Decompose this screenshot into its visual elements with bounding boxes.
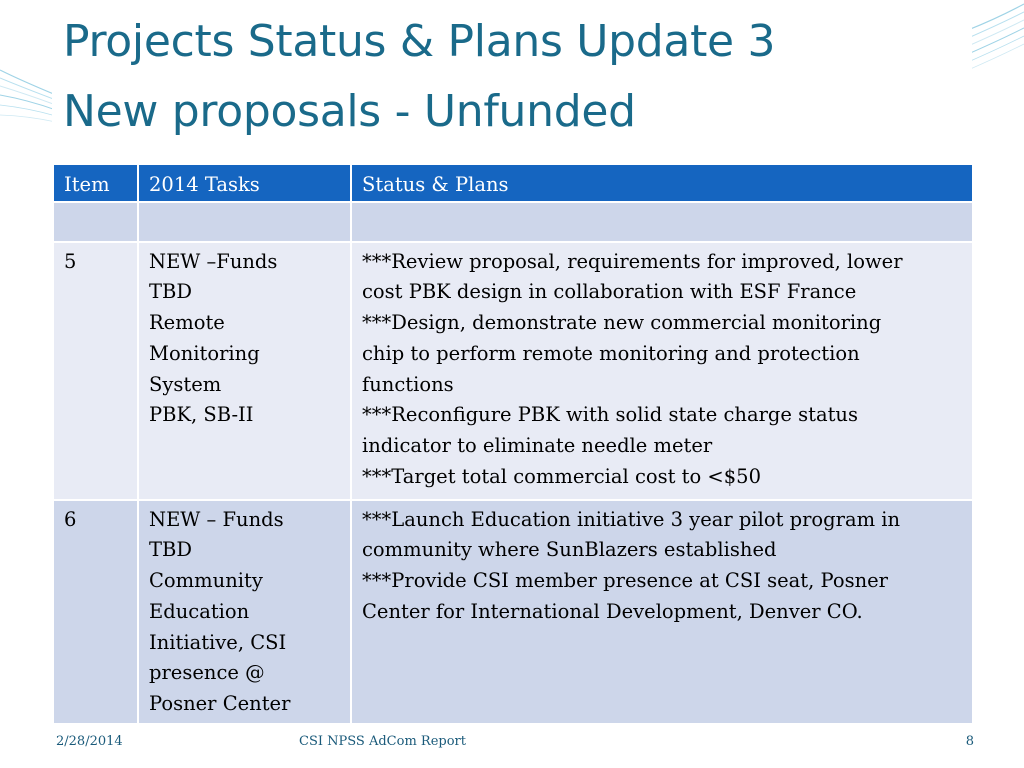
- task-line: PBK, SB-II: [149, 403, 254, 427]
- status-line: Center for International Development, Denver CO.: [362, 599, 863, 623]
- status-line: ***Target total commercial cost to <$50: [362, 464, 761, 488]
- task-line: Initiative, CSI: [149, 630, 287, 654]
- table-row: [53, 202, 973, 242]
- column-header-tasks: 2014 Tasks: [138, 164, 351, 202]
- slide-title-line-2: New proposals - Unfunded: [63, 86, 636, 137]
- decorative-swoosh-right: [968, 0, 1024, 150]
- status-line: ***Review proposal, requirements for improved, lower: [362, 249, 903, 273]
- status-line: ***Launch Education initiative 3 year pilot program in: [362, 507, 901, 531]
- status-cell: [351, 202, 973, 242]
- table-header-row: [53, 164, 973, 202]
- task-line: Education: [149, 599, 250, 623]
- task-line: NEW – Funds: [149, 507, 284, 531]
- column-header-item: Item: [53, 164, 138, 202]
- column-header-status: Status & Plans: [351, 164, 973, 202]
- footer-page-number: 8: [965, 734, 974, 749]
- slide-title-line-1: Projects Status & Plans Update 3: [63, 16, 776, 67]
- task-line: TBD: [149, 280, 192, 304]
- item-cell: [53, 202, 138, 242]
- task-line: NEW –Funds: [149, 249, 278, 273]
- task-line: Monitoring: [149, 341, 260, 365]
- title-area: [52, 0, 972, 158]
- tasks-cell: [138, 242, 351, 500]
- status-line: cost PBK design in collaboration with ESF France: [362, 280, 857, 304]
- task-line: Remote: [149, 311, 225, 335]
- task-line: Community: [149, 569, 263, 593]
- table-row: [53, 242, 973, 500]
- status-table: [52, 163, 974, 725]
- tasks-cell: [138, 202, 351, 242]
- item-cell: 6: [53, 500, 138, 724]
- task-line: Posner Center: [149, 691, 291, 715]
- table-row: [53, 500, 973, 724]
- status-line: ***Provide CSI member presence at CSI seat, Posner: [362, 569, 889, 593]
- status-line: community where SunBlazers established: [362, 538, 777, 562]
- footer-date: 2/28/2014: [56, 734, 123, 749]
- status-line: ***Reconfigure PBK with solid state charge status: [362, 403, 859, 427]
- task-line: TBD: [149, 538, 192, 562]
- status-cell: [351, 242, 973, 500]
- status-line: functions: [362, 372, 454, 396]
- item-cell: 5: [53, 242, 138, 500]
- tasks-cell: [138, 500, 351, 724]
- status-line: indicator to eliminate needle meter: [362, 433, 713, 457]
- task-line: System: [149, 372, 222, 396]
- status-cell: [351, 500, 973, 724]
- task-line: presence @: [149, 661, 265, 685]
- decorative-swoosh-left: [0, 0, 56, 150]
- status-line: ***Design, demonstrate new commercial monitoring: [362, 311, 882, 335]
- status-line: chip to perform remote monitoring and protection: [362, 341, 860, 365]
- footer-report-title: CSI NPSS AdCom Report: [299, 734, 466, 749]
